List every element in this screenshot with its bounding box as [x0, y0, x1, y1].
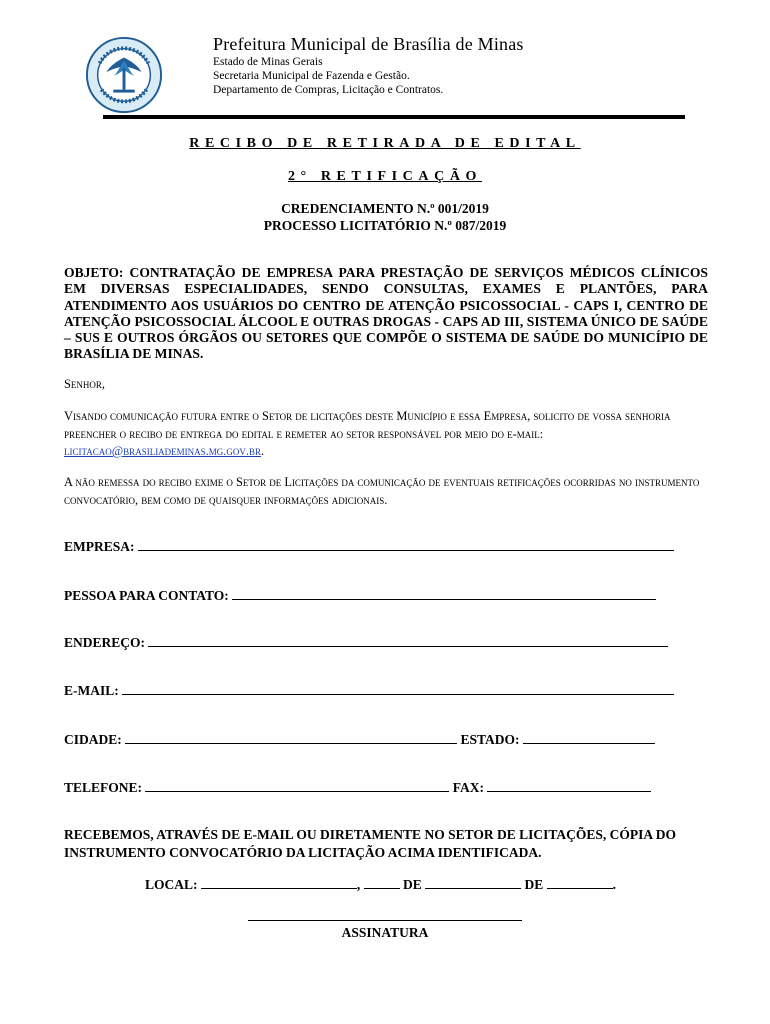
email-field	[64, 682, 674, 699]
empresa-field	[64, 538, 674, 555]
letterhead-title: Prefeitura Municipal de Brasília de Minas	[213, 34, 524, 54]
receipt-statement: RECEBEMOS, ATRAVÉS DE E-MAIL OU DIRETAMENTE NO SETOR DE LICITAÇÕES, CÓPIA DO INSTRUMENTO CONVOCATÓRIO DA LICITAÇÃO ACIMA IDENTIFICADA.	[64, 827, 676, 860]
pessoa-blank[interactable]	[232, 587, 656, 600]
telefone-blank[interactable]	[145, 779, 449, 792]
pessoa-field	[64, 587, 656, 604]
header-divider	[103, 115, 685, 119]
estado-label: ESTADO:	[460, 732, 520, 747]
municipal-seal-icon	[85, 36, 163, 114]
document-title: RECIBO DE RETIRADA DE EDITAL	[189, 136, 581, 151]
local-date-line	[145, 876, 616, 893]
local-label: LOCAL:	[145, 877, 198, 892]
credenciamento-number: CREDENCIAMENTO N.º 001/2019	[281, 201, 489, 216]
letterhead-secretariat: Secretaria Municipal de Fazenda e Gestão.	[213, 70, 410, 82]
letterhead	[213, 33, 524, 97]
comma: ,	[356, 877, 361, 892]
fax-label: FAX:	[452, 780, 485, 795]
period: .	[612, 877, 617, 892]
day-blank[interactable]	[364, 876, 400, 889]
objeto-paragraph: OBJETO: CONTRATAÇÃO DE EMPRESA PARA PRESTAÇÃO DE SERVIÇOS MÉDICOS CLÍNICOS EM DIVERSAS ESPECIALIDADES, SENDO CONSULTAS, EXAMES E PLANTÕES, PARA ATENDIMENTO AOS USUÁRIOS DO CENTRO DE ATENÇÃO PSICOSSOCIAL - CAPS I, CENTRO DE ATENÇÃO PSICOSSOCIAL ÁLCOOL E OUTRAS DROGAS - CAPS AD III, SISTEMA ÚNICO DE SAÚDE – SUS E OUTROS ÓRGÃOS OU SETORES QUE COMPÕE O SISTEMA DE SAÚDE DO MUNICÍPIO DE BRASÍLIA DE MINAS.	[64, 265, 708, 362]
signature-line[interactable]	[248, 920, 522, 921]
cidade-blank[interactable]	[125, 731, 457, 744]
month-blank[interactable]	[425, 876, 521, 889]
fax-blank[interactable]	[487, 779, 651, 792]
email-label: E-MAIL:	[64, 683, 119, 698]
empresa-blank[interactable]	[138, 538, 674, 551]
year-blank[interactable]	[547, 876, 613, 889]
de-label-1: DE	[403, 877, 422, 892]
notice-paragraph: A não remessa do recibo exime o Setor de Licitações da comunicação de eventuais retificações ocorridas no instrumento convocatório, bem como de quaisquer informações adicionais.	[64, 475, 700, 507]
cidade-field	[64, 731, 655, 748]
endereco-field	[64, 634, 668, 651]
telefone-field	[64, 779, 651, 796]
salutation: Senhor,	[64, 377, 105, 391]
signature-label: ASSINATURA	[341, 925, 429, 940]
endereco-label: ENDEREÇO:	[64, 635, 146, 650]
estado-blank[interactable]	[523, 731, 655, 744]
empresa-label: EMPRESA:	[64, 539, 135, 554]
pessoa-label: PESSOA PARA CONTATO:	[64, 588, 229, 603]
instruction-paragraph: Visando comunicação futura entre o Setor de licitações deste Município e essa Empresa, solicito de vossa senhoria preencher o recibo de entrega do edital e remeter ao setor responsável por meio do e-mail: licitacao@brasiliademinas.mg.gov.br.	[64, 409, 671, 458]
letterhead-state: Estado de Minas Gerais	[213, 56, 323, 68]
endereco-blank[interactable]	[148, 634, 668, 647]
letterhead-department: Departamento de Compras, Licitação e Contratos.	[213, 84, 444, 96]
email-blank[interactable]	[122, 682, 674, 695]
processo-number: PROCESSO LICITATÓRIO N.º 087/2019	[263, 218, 507, 233]
de-label-2: DE	[524, 877, 544, 892]
document-subtitle: 2° RETIFICAÇÃO	[287, 169, 483, 184]
contact-email-link[interactable]: licitacao@brasiliademinas.mg.gov.br	[64, 444, 261, 458]
telefone-label: TELEFONE:	[64, 780, 143, 795]
cidade-label: CIDADE:	[64, 732, 122, 747]
local-blank[interactable]	[201, 876, 357, 889]
